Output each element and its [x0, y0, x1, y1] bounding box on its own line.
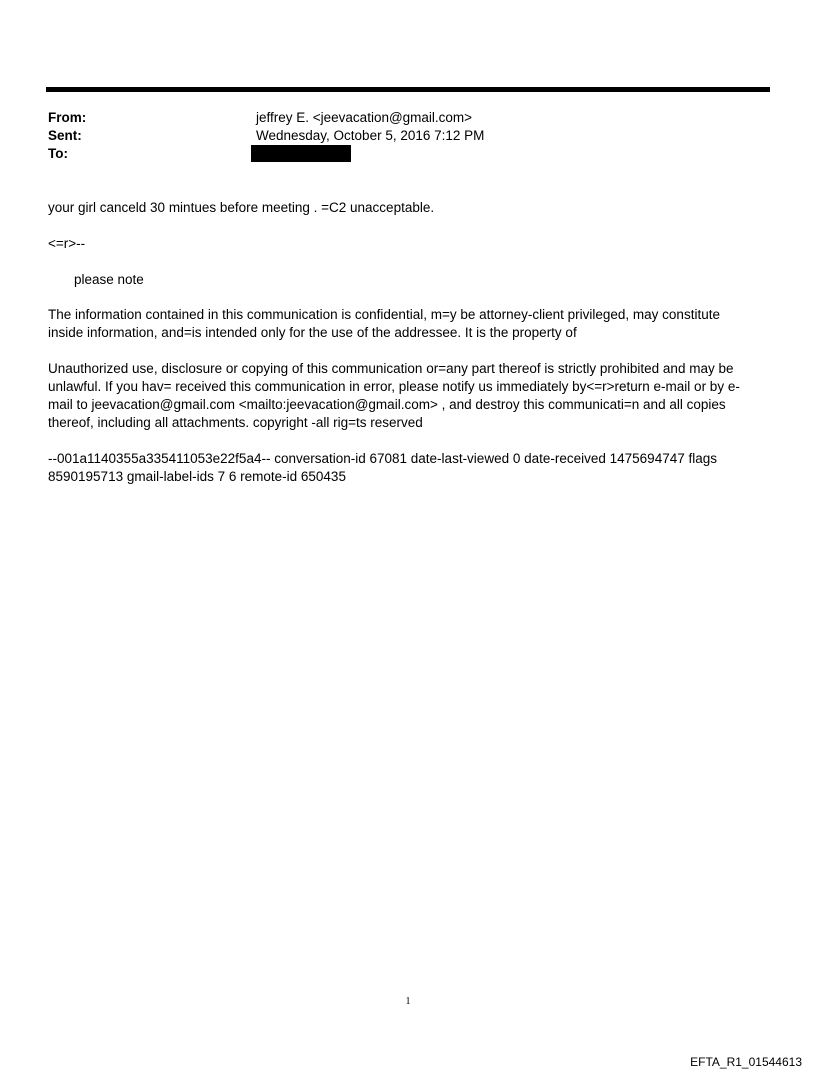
- header-rule: [46, 87, 770, 92]
- sent-value: Wednesday, October 5, 2016 7:12 PM: [256, 128, 485, 143]
- bates-number: EFTA_R1_01544613: [690, 1055, 802, 1069]
- sent-label: Sent:: [48, 128, 82, 143]
- metadata-paragraph: --001a1140355a335411053e22f5a4-- conversation-id 67081 date-last-viewed 0 date-received 1475694747 flags 8590195713 gmail-label-ids 7 6 remote-id 650435: [48, 451, 717, 484]
- please-note: please note: [74, 272, 144, 287]
- unauthorized-use-paragraph: Unauthorized use, disclosure or copying of this communication or=any part thereof is strictly prohibited and may be unlawful. If you hav= received this communication in error, please notify us immediately by<=r>return e-mail or by e-mail to jeevacation@gmail.com <mailto:jeevacation@gmail.com> , and destroy this communicati=n and all copies thereof, including all attachments. copyright -all rig=ts reserved: [48, 361, 740, 430]
- separator-line: <=r>--: [48, 236, 86, 251]
- confidentiality-paragraph: The information contained in this communication is confidential, m=y be attorney-client privileged, may constitute inside information, and=is intended only for the use of the addressee. It is the property of: [48, 307, 720, 340]
- from-value: jeffrey E. <jeevacation@gmail.com>: [256, 110, 473, 125]
- to-label: To:: [48, 146, 68, 161]
- redaction-box: [251, 145, 351, 162]
- message-line: your girl canceld 30 mintues before meeting . =C2 unacceptable.: [48, 200, 435, 215]
- from-label: From:: [48, 110, 87, 125]
- page-number: 1: [405, 996, 411, 1007]
